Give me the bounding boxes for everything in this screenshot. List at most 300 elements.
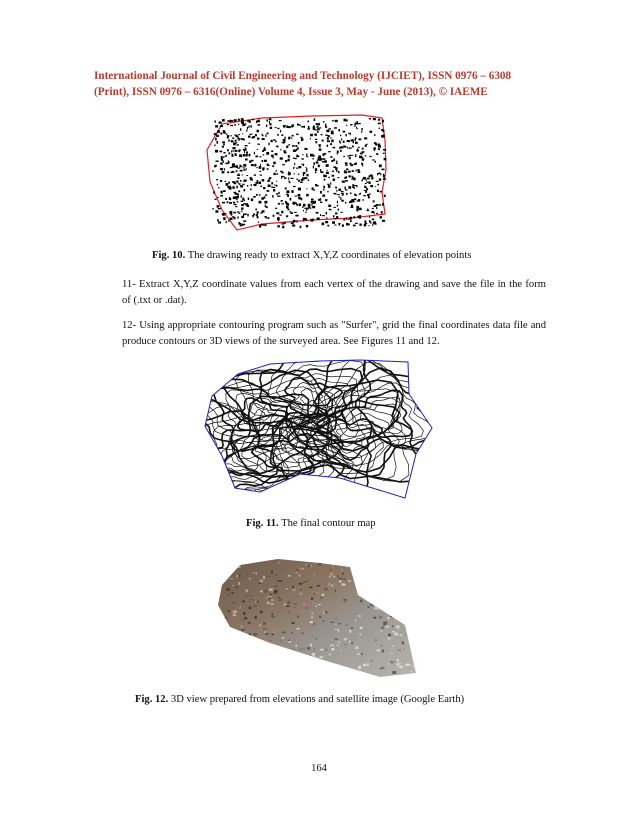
- elevation-point: [225, 155, 227, 157]
- terrain-texture-patch: [371, 660, 372, 661]
- elevation-point: [259, 201, 262, 204]
- elevation-point: [368, 196, 370, 199]
- elevation-point: [293, 150, 296, 152]
- terrain-texture-patch: [406, 584, 407, 586]
- elevation-point: [348, 133, 349, 134]
- elevation-point: [307, 188, 308, 189]
- elevation-point: [350, 193, 352, 195]
- elevation-point: [245, 147, 246, 148]
- elevation-point: [313, 166, 314, 169]
- elevation-point: [229, 198, 232, 200]
- terrain-texture-patch: [385, 607, 386, 610]
- terrain-texture-patch: [270, 640, 272, 641]
- elevation-point: [275, 208, 277, 209]
- terrain-texture-patch: [333, 673, 337, 674]
- elevation-point: [354, 124, 356, 125]
- terrain-texture-patch: [384, 607, 385, 609]
- terrain-texture-patch: [317, 585, 320, 587]
- elevation-point: [238, 134, 240, 135]
- terrain-texture-patch: [260, 629, 262, 630]
- elevation-point: [280, 130, 281, 133]
- elevation-point: [345, 189, 348, 190]
- elevation-point: [304, 126, 305, 128]
- elevation-point: [381, 129, 383, 131]
- terrain-texture-patch: [231, 592, 233, 594]
- elevation-point: [251, 198, 253, 201]
- elevation-point: [223, 144, 225, 146]
- terrain-texture-patch: [296, 572, 298, 573]
- elevation-point: [284, 137, 285, 140]
- terrain-texture-patch: [310, 621, 313, 623]
- terrain-texture-patch: [397, 659, 399, 661]
- elevation-point: [215, 150, 218, 152]
- terrain-texture-patch: [251, 639, 254, 641]
- terrain-texture-patch: [401, 663, 402, 664]
- elevation-point: [379, 178, 381, 180]
- elevation-point: [383, 175, 385, 177]
- figure-12-caption: [135, 693, 464, 707]
- terrain-texture-patch: [351, 577, 353, 579]
- elevation-point: [331, 131, 334, 133]
- terrain-texture-patch: [355, 646, 359, 649]
- elevation-point: [251, 164, 254, 166]
- elevation-point: [362, 164, 363, 167]
- elevation-point: [313, 126, 315, 128]
- terrain-texture-patch: [410, 609, 412, 612]
- elevation-point: [376, 181, 379, 182]
- elevation-point: [379, 164, 382, 167]
- elevation-point: [353, 225, 356, 227]
- terrain-texture-patch: [346, 625, 348, 626]
- elevation-point: [231, 135, 232, 136]
- elevation-point: [244, 151, 245, 153]
- terrain-texture-patch: [265, 633, 268, 635]
- elevation-point: [234, 204, 237, 206]
- terrain-texture-patch: [294, 603, 297, 604]
- elevation-point: [214, 121, 216, 123]
- elevation-point: [365, 220, 367, 223]
- elevation-point: [299, 125, 301, 126]
- terrain-texture-patch: [271, 603, 274, 605]
- elevation-point: [288, 173, 291, 176]
- terrain-texture-patch: [240, 664, 241, 667]
- terrain-texture-patch: [231, 671, 235, 673]
- terrain-texture-patch: [394, 570, 397, 572]
- terrain-texture-patch: [314, 593, 315, 595]
- terrain-texture-patch: [333, 576, 337, 577]
- terrain-texture-patch: [332, 575, 335, 577]
- elevation-point: [331, 160, 333, 162]
- elevation-point: [218, 222, 221, 224]
- elevation-point: [239, 149, 241, 151]
- terrain-texture-patch: [288, 649, 289, 650]
- elevation-point: [331, 132, 334, 134]
- terrain-texture-patch: [401, 581, 405, 583]
- elevation-point: [262, 179, 265, 181]
- elevation-point: [338, 171, 340, 173]
- elevation-point: [315, 139, 317, 140]
- terrain-texture-patch: [323, 562, 324, 563]
- terrain-texture-patch: [402, 587, 404, 588]
- elevation-point: [273, 173, 275, 175]
- terrain-texture-patch: [379, 616, 383, 619]
- elevation-point: [354, 125, 356, 126]
- elevation-point: [257, 149, 258, 150]
- terrain-texture-patch: [413, 673, 416, 676]
- elevation-point: [379, 145, 380, 146]
- terrain-texture-patch: [301, 633, 303, 634]
- elevation-point: [280, 171, 283, 172]
- elevation-point: [225, 198, 227, 200]
- elevation-point: [332, 147, 335, 149]
- elevation-point: [232, 186, 234, 189]
- elevation-point: [291, 222, 294, 224]
- elevation-point: [361, 180, 363, 182]
- elevation-point: [253, 196, 255, 198]
- terrain-texture-patch: [230, 635, 233, 638]
- journal-header: [94, 68, 544, 100]
- terrain-texture-patch: [298, 574, 301, 577]
- terrain-texture-patch: [372, 564, 374, 566]
- terrain-texture-patch: [235, 587, 238, 588]
- elevation-point: [341, 138, 342, 140]
- elevation-point: [260, 175, 262, 176]
- elevation-point: [334, 225, 336, 226]
- terrain-texture-patch: [244, 665, 245, 667]
- terrain-texture-patch: [278, 676, 282, 678]
- terrain-texture-patch: [405, 596, 407, 599]
- elevation-point: [264, 224, 266, 226]
- elevation-point: [322, 195, 325, 197]
- elevation-point: [296, 220, 297, 222]
- elevation-point: [383, 178, 386, 179]
- elevation-point: [374, 223, 376, 225]
- terrain-texture-patch: [381, 568, 383, 569]
- terrain-texture-patch: [407, 608, 408, 610]
- elevation-point: [355, 154, 356, 157]
- terrain-texture-patch: [225, 617, 228, 618]
- elevation-point: [337, 205, 339, 207]
- terrain-texture-patch: [245, 595, 249, 596]
- elevation-point: [230, 185, 231, 186]
- elevation-point: [239, 213, 241, 214]
- terrain-texture-patch: [227, 569, 230, 571]
- elevation-point: [286, 146, 288, 149]
- elevation-point: [295, 196, 298, 197]
- elevation-point: [242, 174, 243, 175]
- terrain-texture-patch: [413, 625, 414, 628]
- terrain-texture-patch: [393, 661, 395, 662]
- elevation-point: [363, 177, 366, 180]
- elevation-point: [287, 206, 289, 209]
- terrain-texture-patch: [318, 604, 320, 605]
- elevation-point: [282, 176, 285, 177]
- elevation-point: [232, 171, 235, 173]
- elevation-point: [384, 158, 387, 161]
- elevation-point: [252, 119, 254, 120]
- terrain-texture-patch: [258, 655, 259, 657]
- elevation-point: [370, 156, 372, 157]
- elevation-point: [290, 198, 292, 201]
- terrain-texture-patch: [268, 598, 271, 600]
- elevation-point: [267, 190, 270, 192]
- elevation-point: [365, 145, 367, 147]
- elevation-point: [235, 150, 238, 152]
- elevation-point: [305, 148, 308, 150]
- terrain-texture-patch: [272, 634, 274, 636]
- terrain-texture-patch: [392, 671, 396, 674]
- elevation-point: [353, 216, 355, 218]
- elevation-point: [315, 168, 317, 171]
- elevation-point: [366, 187, 367, 190]
- terrain-texture-patch: [398, 662, 400, 665]
- elevation-point: [266, 152, 269, 155]
- elevation-point: [348, 186, 351, 189]
- elevation-point: [378, 119, 380, 121]
- terrain-texture-patch: [232, 650, 234, 651]
- terrain-texture-patch: [296, 569, 299, 571]
- terrain-texture-patch: [316, 658, 319, 660]
- elevation-point: [346, 217, 347, 219]
- elevation-point: [345, 187, 346, 190]
- elevation-point: [332, 221, 335, 224]
- elevation-point: [291, 190, 293, 193]
- terrain-texture-patch: [239, 575, 241, 578]
- elevation-point: [279, 120, 282, 121]
- terrain-texture-patch: [390, 615, 393, 617]
- terrain-texture-patch: [254, 633, 258, 636]
- terrain-texture-patch: [388, 637, 391, 640]
- elevation-point: [313, 158, 314, 160]
- terrain-texture-patch: [343, 578, 346, 580]
- elevation-point: [296, 149, 297, 152]
- terrain-texture-patch: [292, 586, 294, 589]
- elevation-point: [328, 205, 331, 207]
- terrain-texture-patch: [339, 578, 342, 581]
- elevation-point: [336, 161, 338, 163]
- terrain-texture-patch: [367, 663, 369, 666]
- elevation-point: [370, 185, 373, 187]
- terrain-texture-patch: [305, 608, 308, 609]
- terrain-texture-patch: [240, 606, 242, 609]
- elevation-point: [220, 133, 222, 135]
- terrain-texture-patch: [402, 603, 404, 605]
- elevation-point: [241, 216, 244, 218]
- terrain-texture-patch: [380, 628, 384, 630]
- elevation-point: [246, 154, 248, 157]
- elevation-point: [291, 178, 294, 179]
- elevation-point: [279, 215, 281, 216]
- terrain-texture-patch: [312, 653, 315, 656]
- terrain-texture-patch: [262, 668, 263, 670]
- elevation-point: [225, 181, 227, 182]
- elevation-point: [225, 213, 226, 214]
- elevation-point: [260, 186, 262, 187]
- elevation-point: [382, 203, 384, 206]
- elevation-point: [269, 118, 272, 120]
- terrain-texture-patch: [288, 663, 290, 664]
- terrain-texture-patch: [282, 637, 284, 638]
- elevation-point: [251, 160, 253, 162]
- elevation-point: [317, 218, 320, 220]
- elevation-point: [241, 166, 243, 168]
- elevation-point: [226, 183, 229, 186]
- terrain-texture-patch: [338, 629, 339, 632]
- terrain-texture-patch: [338, 670, 341, 672]
- elevation-point: [266, 119, 268, 121]
- terrain-texture-patch: [248, 622, 251, 624]
- terrain-texture-patch: [397, 650, 401, 651]
- elevation-point: [286, 126, 288, 129]
- terrain-texture-patch: [413, 594, 414, 597]
- terrain-texture-patch: [268, 661, 272, 662]
- terrain-texture-patch: [405, 634, 407, 635]
- elevation-point: [381, 211, 383, 214]
- elevation-point: [322, 158, 325, 160]
- elevation-point: [293, 158, 295, 159]
- elevation-point: [297, 147, 298, 150]
- terrain-texture-patch: [267, 576, 271, 577]
- elevation-point: [236, 165, 238, 168]
- elevation-point: [257, 120, 260, 122]
- elevation-point: [263, 148, 266, 151]
- elevation-point: [341, 200, 344, 202]
- elevation-point: [312, 187, 314, 190]
- terrain-texture-patch: [267, 602, 270, 604]
- terrain-texture-patch: [228, 610, 230, 612]
- elevation-point: [326, 172, 329, 174]
- terrain-texture-patch: [332, 648, 335, 651]
- terrain-texture-patch: [351, 642, 353, 644]
- elevation-point: [220, 180, 222, 182]
- terrain-texture-patch: [274, 585, 277, 587]
- elevation-point: [283, 139, 286, 141]
- elevation-point: [347, 140, 350, 142]
- elevation-point: [221, 156, 223, 159]
- elevation-point: [237, 196, 239, 199]
- terrain-texture-patch: [381, 576, 383, 578]
- terrain-texture-patch: [390, 661, 393, 664]
- elevation-point: [222, 171, 225, 173]
- terrain-texture-patch: [226, 588, 230, 591]
- elevation-point: [266, 125, 267, 128]
- elevation-point: [277, 225, 280, 227]
- terrain-texture-patch: [406, 664, 409, 666]
- elevation-point: [234, 192, 237, 193]
- terrain-texture-patch: [225, 670, 227, 672]
- elevation-point: [372, 219, 375, 221]
- terrain-texture-patch: [241, 619, 244, 620]
- elevation-point: [299, 203, 301, 206]
- elevation-point: [255, 134, 257, 136]
- terrain-texture-patch: [367, 597, 368, 599]
- elevation-point: [296, 204, 298, 206]
- elevation-point: [274, 184, 275, 186]
- terrain-texture-patch: [404, 648, 405, 649]
- elevation-point: [296, 179, 297, 180]
- elevation-point: [246, 130, 247, 132]
- terrain-texture-patch: [386, 571, 389, 572]
- elevation-point: [383, 153, 385, 154]
- elevation-point: [339, 147, 340, 149]
- elevation-point: [227, 201, 229, 203]
- elevation-point: [245, 145, 248, 146]
- terrain-texture-patch: [248, 668, 250, 670]
- elevation-point: [354, 193, 355, 196]
- terrain-texture-patch: [231, 648, 235, 650]
- elevation-point: [320, 171, 323, 173]
- elevation-point: [365, 183, 367, 184]
- elevation-point: [217, 184, 218, 186]
- elevation-point: [359, 208, 362, 210]
- terrain-texture-patch: [360, 600, 363, 603]
- elevation-point: [288, 172, 289, 173]
- elevation-point: [276, 170, 277, 172]
- elevation-point: [240, 170, 243, 172]
- terrain-texture-patch: [256, 573, 257, 575]
- elevation-point: [325, 135, 328, 136]
- elevation-point: [345, 134, 346, 136]
- terrain-texture-patch: [252, 666, 255, 668]
- elevation-point: [353, 201, 355, 203]
- elevation-point: [261, 197, 264, 200]
- elevation-point: [327, 191, 329, 192]
- elevation-point: [261, 224, 264, 225]
- elevation-point: [354, 187, 355, 189]
- elevation-point: [366, 144, 368, 145]
- elevation-point: [344, 177, 346, 179]
- elevation-point: [258, 118, 259, 119]
- elevation-point: [355, 163, 357, 165]
- elevation-point: [337, 177, 339, 178]
- terrain-texture-patch: [370, 604, 373, 606]
- figure-12-caption-text: 3D view prepared from elevations and satellite image (Google Earth): [168, 694, 465, 705]
- elevation-point: [325, 199, 327, 201]
- terrain-texture-patch: [278, 580, 282, 582]
- terrain-texture-patch: [338, 623, 341, 624]
- terrain-texture-patch: [264, 631, 267, 632]
- elevation-point: [224, 168, 225, 170]
- elevation-point: [218, 208, 221, 209]
- elevation-point: [220, 195, 223, 197]
- elevation-point: [368, 181, 370, 184]
- terrain-texture-patch: [320, 656, 324, 658]
- elevation-point: [297, 155, 299, 157]
- elevation-point: [295, 145, 297, 147]
- terrain-texture-patch: [270, 664, 272, 665]
- terrain-texture-patch: [343, 599, 347, 601]
- elevation-point: [244, 213, 246, 215]
- elevation-point: [278, 217, 280, 220]
- elevation-point: [258, 221, 259, 223]
- elevation-point: [306, 168, 307, 170]
- terrain-texture-patch: [377, 588, 381, 590]
- terrain-texture-patch: [288, 575, 291, 577]
- elevation-point: [342, 181, 345, 183]
- elevation-point: [288, 144, 290, 145]
- elevation-point: [287, 194, 289, 197]
- elevation-point: [283, 125, 286, 126]
- terrain-texture-patch: [228, 659, 229, 661]
- elevation-point: [328, 128, 331, 129]
- elevation-point: [273, 189, 275, 191]
- elevation-point: [329, 209, 332, 211]
- elevation-point: [215, 125, 218, 127]
- elevation-point: [349, 175, 351, 177]
- elevation-point: [244, 189, 246, 191]
- elevation-point: [237, 211, 239, 212]
- terrain-texture-patch: [229, 578, 233, 579]
